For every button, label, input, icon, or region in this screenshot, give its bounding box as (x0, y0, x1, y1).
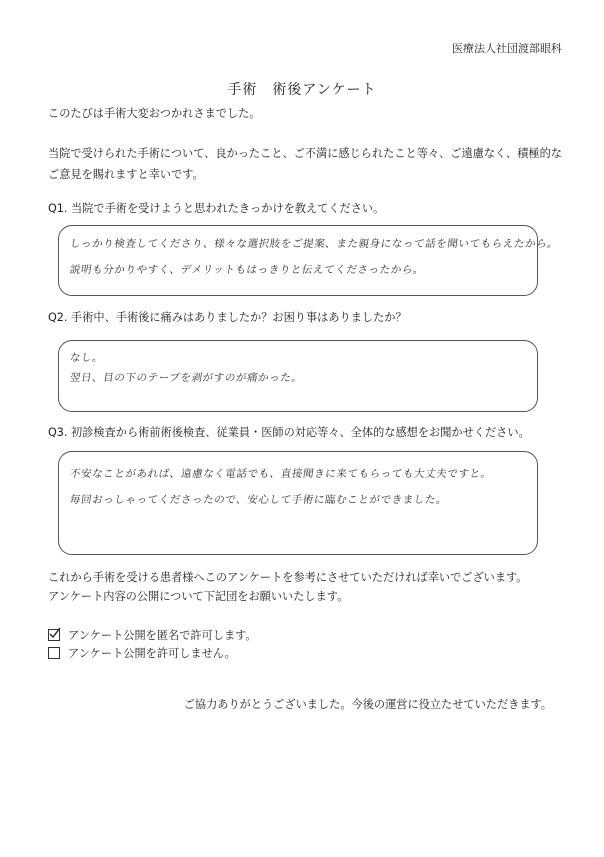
page-title: 手術 術後アンケート (227, 82, 377, 98)
closing-message: ご協力ありがとうございました。今後の運営に役立たせていただきます。 (183, 698, 552, 711)
publication-line-1: これから手術を受ける患者様へこのアンケートを参考にさせていただければ幸いでございます。 (48, 571, 528, 584)
intro-line-2: 当院で受けられた手術について、良かったこと、ご不満に感じられたこと等々、ご遠慮なく、積極的な (48, 147, 562, 160)
question-3-answer-line-2: 毎回おっしゃってくださったので、安心して手術に臨むことができました。 (69, 494, 448, 506)
intro-line-1: このたびは手術大変おつかれさまでした。 (48, 107, 261, 120)
intro-line-3: ご意見を賜れますと幸いです。 (48, 168, 204, 181)
question-3-answer-line-1: 不安なことがあれば、遠慮なく電話でも、直接聞きに来てもらっても大丈夫ですと。 (69, 468, 493, 480)
question-1-answer-line-2: 説明も分かりやすく、デメリットもはっきりと伝えてくださったから。 (69, 264, 425, 276)
question-3-label: Q3. 初診検査から術前術後検査、従業員・医師の対応等々、全体的な感想をお聞かせください。 (48, 426, 530, 439)
question-2-answer-line-2: 翌日、目の下のテープを剥がすのが痛かった。 (69, 372, 304, 384)
consent-option-decline[interactable] (48, 645, 236, 661)
checkbox-anonymous-checked[interactable] (48, 629, 60, 641)
publication-line-2: アンケート内容の公開について下記団をお願いいたします。 (48, 590, 349, 603)
consent-option-anonymous[interactable] (48, 627, 257, 643)
question-1-label: Q1. 当院で手術を受けようと思われたきっかけを教えてください。 (48, 202, 385, 215)
question-1-answer-line-1: しっかり検査してくださり、様々な選択肢をご提案、また親身になって話を聞いてもらえたから。 (69, 238, 560, 250)
checkbox-decline[interactable] (48, 647, 60, 659)
question-2-label: Q2. 手術中、手術後に痛みはありましたか？お困り事はありましたか？ (48, 311, 407, 324)
consent-option-anonymous-label: アンケート公開を匿名で許可します。 (68, 629, 257, 642)
consent-option-decline-label: アンケート公開を許可しません。 (68, 647, 236, 660)
check-mark-icon (48, 626, 62, 640)
question-2-answer-line-1: なし。 (69, 352, 105, 364)
organization-name: 医療法人社団渡部眼科 (452, 42, 562, 55)
